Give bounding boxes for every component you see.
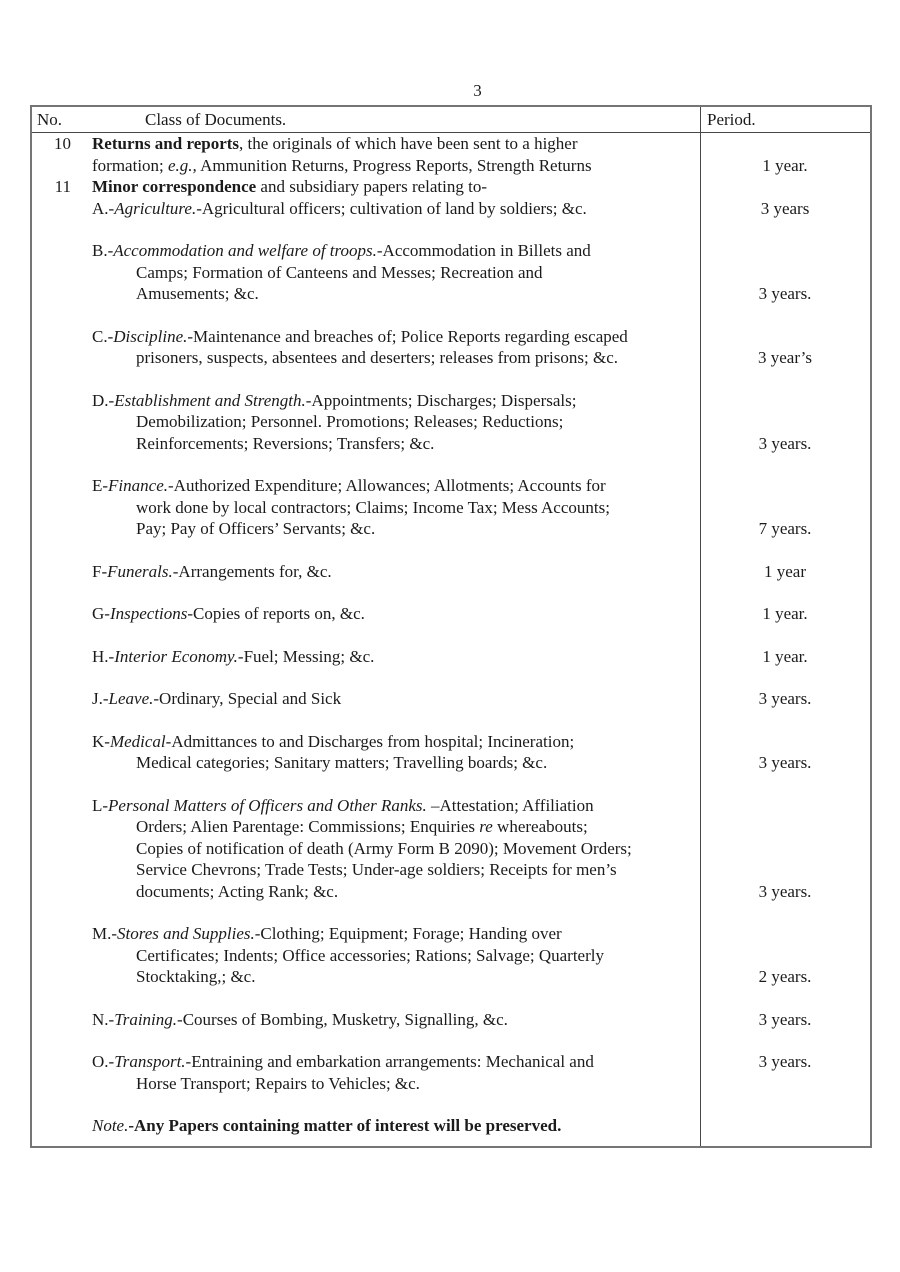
row-number — [32, 603, 71, 625]
period-value: 3 years. — [758, 753, 812, 772]
text-segment: Returns and reports — [92, 134, 240, 153]
period-cell — [700, 646, 870, 668]
row-number — [32, 326, 71, 369]
class-line — [92, 433, 700, 455]
text-segment: -Accommodation in Billets and — [376, 241, 591, 260]
text-segment: -Appointments; Discharges; Dispersals; — [305, 390, 577, 410]
class-line — [92, 646, 700, 668]
text-segment: E- — [92, 476, 109, 495]
class-line — [92, 966, 700, 988]
period-cell — [700, 176, 870, 219]
text-segment: Service Chevrons; Trade Tests; Under-age soldiers; Receipts for men’s — [136, 860, 617, 879]
class-of-documents-cell — [71, 688, 700, 710]
table-body — [32, 133, 870, 1137]
text-segment: Stores and Supplies. — [117, 924, 255, 943]
table-row — [32, 326, 870, 369]
period-cell — [700, 731, 870, 774]
header-period: Period. — [707, 110, 756, 129]
text-segment: -Admittances to and Discharges from hospital; Incineration; — [165, 731, 575, 751]
text-segment: -Fuel; Messing; &c. — [237, 646, 375, 666]
class-of-documents-cell — [71, 1051, 700, 1094]
text-segment: whereabouts; — [492, 817, 588, 836]
table-row — [32, 923, 870, 988]
table-row — [32, 1051, 870, 1094]
class-line — [92, 1051, 700, 1073]
text-segment: Funerals. — [107, 561, 173, 581]
table-row — [32, 603, 870, 625]
class-line — [92, 176, 700, 198]
text-segment: Copies of notification of death (Army Form B 2090); Movement Orders; — [136, 838, 632, 858]
period-value: 1 year. — [762, 604, 808, 623]
class-line — [92, 475, 700, 497]
period-cell — [700, 390, 870, 455]
period-value: 3 years. — [758, 1009, 812, 1029]
period-value: 3 years. — [758, 689, 812, 708]
period-cell — [700, 1051, 870, 1094]
text-segment: Reinforcements; Reversions; Transfers; &c. — [136, 433, 435, 453]
text-segment: C.- — [92, 326, 114, 346]
table-row — [32, 795, 870, 903]
row-number — [32, 688, 71, 710]
text-segment: Minor correspondence — [92, 177, 257, 196]
text-segment: Finance. — [108, 476, 168, 495]
row-number — [32, 923, 71, 988]
text-segment: Agriculture. — [114, 198, 197, 218]
period-value: 1 year. — [762, 646, 808, 666]
text-segment: -Maintenance and breaches of; Police Reports regarding escaped — [187, 326, 628, 346]
period-value: 3 years. — [758, 284, 812, 303]
text-segment: Medical — [109, 731, 166, 751]
text-segment: F- — [92, 561, 108, 581]
period-cell — [700, 603, 870, 625]
text-segment: D.- — [92, 390, 115, 410]
text-segment: B.- — [92, 241, 114, 260]
class-line — [92, 240, 700, 262]
class-line — [92, 838, 700, 860]
period-value: 3 years. — [758, 433, 812, 453]
period-cell — [700, 561, 870, 583]
period-cell — [700, 326, 870, 369]
class-of-documents-cell — [71, 326, 700, 369]
text-segment: Establishment and Strength. — [114, 390, 306, 410]
text-segment: -Ordinary, Special and Sick — [153, 689, 342, 708]
class-line — [92, 603, 700, 625]
row-number — [32, 646, 71, 668]
text-segment: Pay; Pay of Officers’ Servants; &c. — [136, 519, 376, 538]
class-line — [92, 497, 700, 519]
class-line — [92, 155, 700, 177]
period-value: 3 years. — [758, 1052, 812, 1071]
text-segment: Accommodation and welfare of troops. — [113, 241, 377, 260]
table-row — [32, 133, 870, 176]
period-value: 1 year — [763, 561, 806, 581]
text-segment: Note. — [92, 1116, 129, 1135]
row-number: 10 — [54, 134, 71, 153]
text-segment: Amusements; &c. — [136, 284, 259, 303]
text-segment: M.- — [92, 924, 118, 943]
text-segment: A.- — [92, 198, 115, 218]
text-segment: -Copies of reports on, &c. — [187, 604, 365, 623]
text-segment: Demobilization; Personnel. Promotions; Releases; Reductions; — [136, 412, 564, 431]
class-line — [92, 326, 700, 348]
period-value: 2 years. — [758, 967, 812, 986]
text-segment: Training. — [114, 1009, 178, 1029]
text-segment: –Attestation; Affiliation — [426, 795, 594, 815]
table-row — [32, 1009, 870, 1031]
class-of-documents-cell — [71, 646, 700, 668]
text-segment: re — [479, 817, 493, 836]
class-line — [92, 923, 700, 945]
class-of-documents-cell — [71, 561, 700, 583]
class-of-documents-cell — [71, 923, 700, 988]
table-row — [32, 561, 870, 583]
period-value: 7 years. — [758, 519, 812, 538]
period-cell — [700, 475, 870, 540]
text-segment: Horse Transport; Repairs to Vehicles; &c. — [136, 1073, 420, 1093]
class-line — [92, 518, 700, 540]
row-number — [32, 475, 71, 540]
text-segment: prisoners, suspects, absentees and deserters; releases from prisons; &c. — [136, 348, 619, 367]
class-line — [92, 945, 700, 967]
table-header-row — [32, 107, 870, 133]
table-row — [32, 688, 870, 710]
table-row — [32, 1115, 870, 1137]
row-number — [32, 240, 71, 305]
header-class-of-documents: Class of Documents. — [145, 110, 287, 129]
text-segment: Personal Matters of Officers and Other Ranks. — [108, 795, 427, 815]
text-segment: Inspections — [109, 604, 188, 623]
period-cell — [700, 923, 870, 988]
row-number — [32, 390, 71, 455]
period-cell — [700, 1115, 870, 1137]
period-cell — [700, 133, 870, 176]
class-of-documents-cell — [71, 133, 700, 176]
table-row — [32, 176, 870, 219]
table-row — [32, 390, 870, 455]
text-segment: J.- — [92, 689, 109, 708]
text-segment: K- — [92, 731, 110, 751]
class-line — [92, 816, 700, 838]
class-of-documents-cell — [71, 795, 700, 903]
class-line — [92, 561, 700, 583]
class-line — [92, 283, 700, 305]
class-line — [92, 688, 700, 710]
class-of-documents-cell — [71, 176, 700, 219]
period-value: 3 years. — [758, 881, 812, 901]
class-of-documents-cell — [71, 475, 700, 540]
row-number: 11 — [54, 177, 71, 196]
period-value: 1 year. — [762, 155, 808, 175]
class-line — [92, 1073, 700, 1095]
table-row — [32, 731, 870, 774]
text-segment: Ammunition Returns, Progress Reports, Strength Returns — [196, 155, 592, 175]
class-of-documents-cell — [71, 1009, 700, 1031]
text-segment: -Any Papers containing matter of interest will be preserved. — [128, 1116, 562, 1135]
text-segment: Medical categories; Sanitary matters; Travelling boards; &c. — [136, 753, 548, 772]
class-line — [92, 390, 700, 412]
class-line — [92, 262, 700, 284]
class-line — [92, 411, 700, 433]
class-line — [92, 881, 700, 903]
class-line — [92, 1009, 700, 1031]
class-of-documents-cell — [71, 731, 700, 774]
row-number — [32, 1115, 71, 1137]
text-segment: -Agricultural officers; cultivation of land by soldiers; &c. — [196, 198, 587, 218]
text-segment: work done by local contractors; Claims; Income Tax; Mess Accounts; — [136, 497, 610, 517]
text-segment: -Arrangements for, &c. — [172, 561, 332, 581]
table-row — [32, 646, 870, 668]
row-number — [32, 1009, 71, 1031]
text-segment: e.g., — [168, 155, 197, 175]
class-of-documents-cell — [71, 603, 700, 625]
period-value: 3 year’s — [758, 348, 812, 367]
text-segment: L- — [92, 795, 109, 815]
retention-schedule-table — [30, 105, 872, 1148]
class-line — [92, 859, 700, 881]
row-number — [32, 795, 71, 903]
class-line — [92, 795, 700, 817]
text-segment: -Clothing; Equipment; Forage; Handing over — [254, 924, 562, 943]
table-row — [32, 475, 870, 540]
class-line — [92, 731, 700, 753]
row-number — [32, 1051, 71, 1094]
text-segment: Stocktaking,; &c. — [136, 967, 256, 986]
class-line — [92, 752, 700, 774]
period-cell — [700, 240, 870, 305]
period-cell — [700, 1009, 870, 1031]
text-segment: Transport. — [114, 1052, 186, 1071]
table-row — [32, 240, 870, 305]
text-segment: G- — [92, 604, 110, 623]
header-no: No. — [37, 110, 63, 129]
period-cell — [700, 688, 870, 710]
page-number: 3 — [473, 81, 482, 100]
row-number — [32, 561, 71, 583]
period-value: 3 years — [760, 198, 810, 218]
text-segment: H.- — [92, 646, 115, 666]
text-segment: -Courses of Bombing, Musketry, Signalling, &c. — [177, 1009, 508, 1029]
class-of-documents-cell — [71, 1115, 700, 1137]
text-segment: Camps; Formation of Canteens and Messes; Recreation and — [136, 262, 543, 282]
text-segment: , the originals of which have been sent to a higher — [239, 134, 578, 153]
text-segment: Leave. — [108, 689, 154, 708]
text-segment: Interior Economy. — [114, 646, 238, 666]
text-segment: Orders; Alien Parentage: Commissions; Enquiries — [136, 817, 480, 836]
text-segment: documents; Acting Rank; &c. — [136, 881, 339, 901]
text-segment: -Entraining and embarkation arrangements: Mechanical and — [185, 1052, 594, 1071]
period-cell — [700, 795, 870, 903]
text-segment: N.- — [92, 1009, 115, 1029]
class-line — [92, 1115, 700, 1137]
class-line — [92, 347, 700, 369]
text-segment: Discipline. — [113, 326, 188, 346]
text-segment: and subsidiary papers relating to- — [256, 177, 488, 196]
class-line — [92, 133, 700, 155]
row-number — [32, 731, 71, 774]
text-segment: -Authorized Expenditure; Allowances; Allotments; Accounts for — [168, 476, 606, 495]
class-of-documents-cell — [71, 240, 700, 305]
text-segment: Certificates; Indents; Office accessories; Rations; Salvage; Quarterly — [136, 945, 604, 965]
class-line — [92, 198, 700, 220]
text-segment: O.- — [92, 1052, 115, 1071]
class-of-documents-cell — [71, 390, 700, 455]
text-segment: formation; — [92, 155, 169, 175]
